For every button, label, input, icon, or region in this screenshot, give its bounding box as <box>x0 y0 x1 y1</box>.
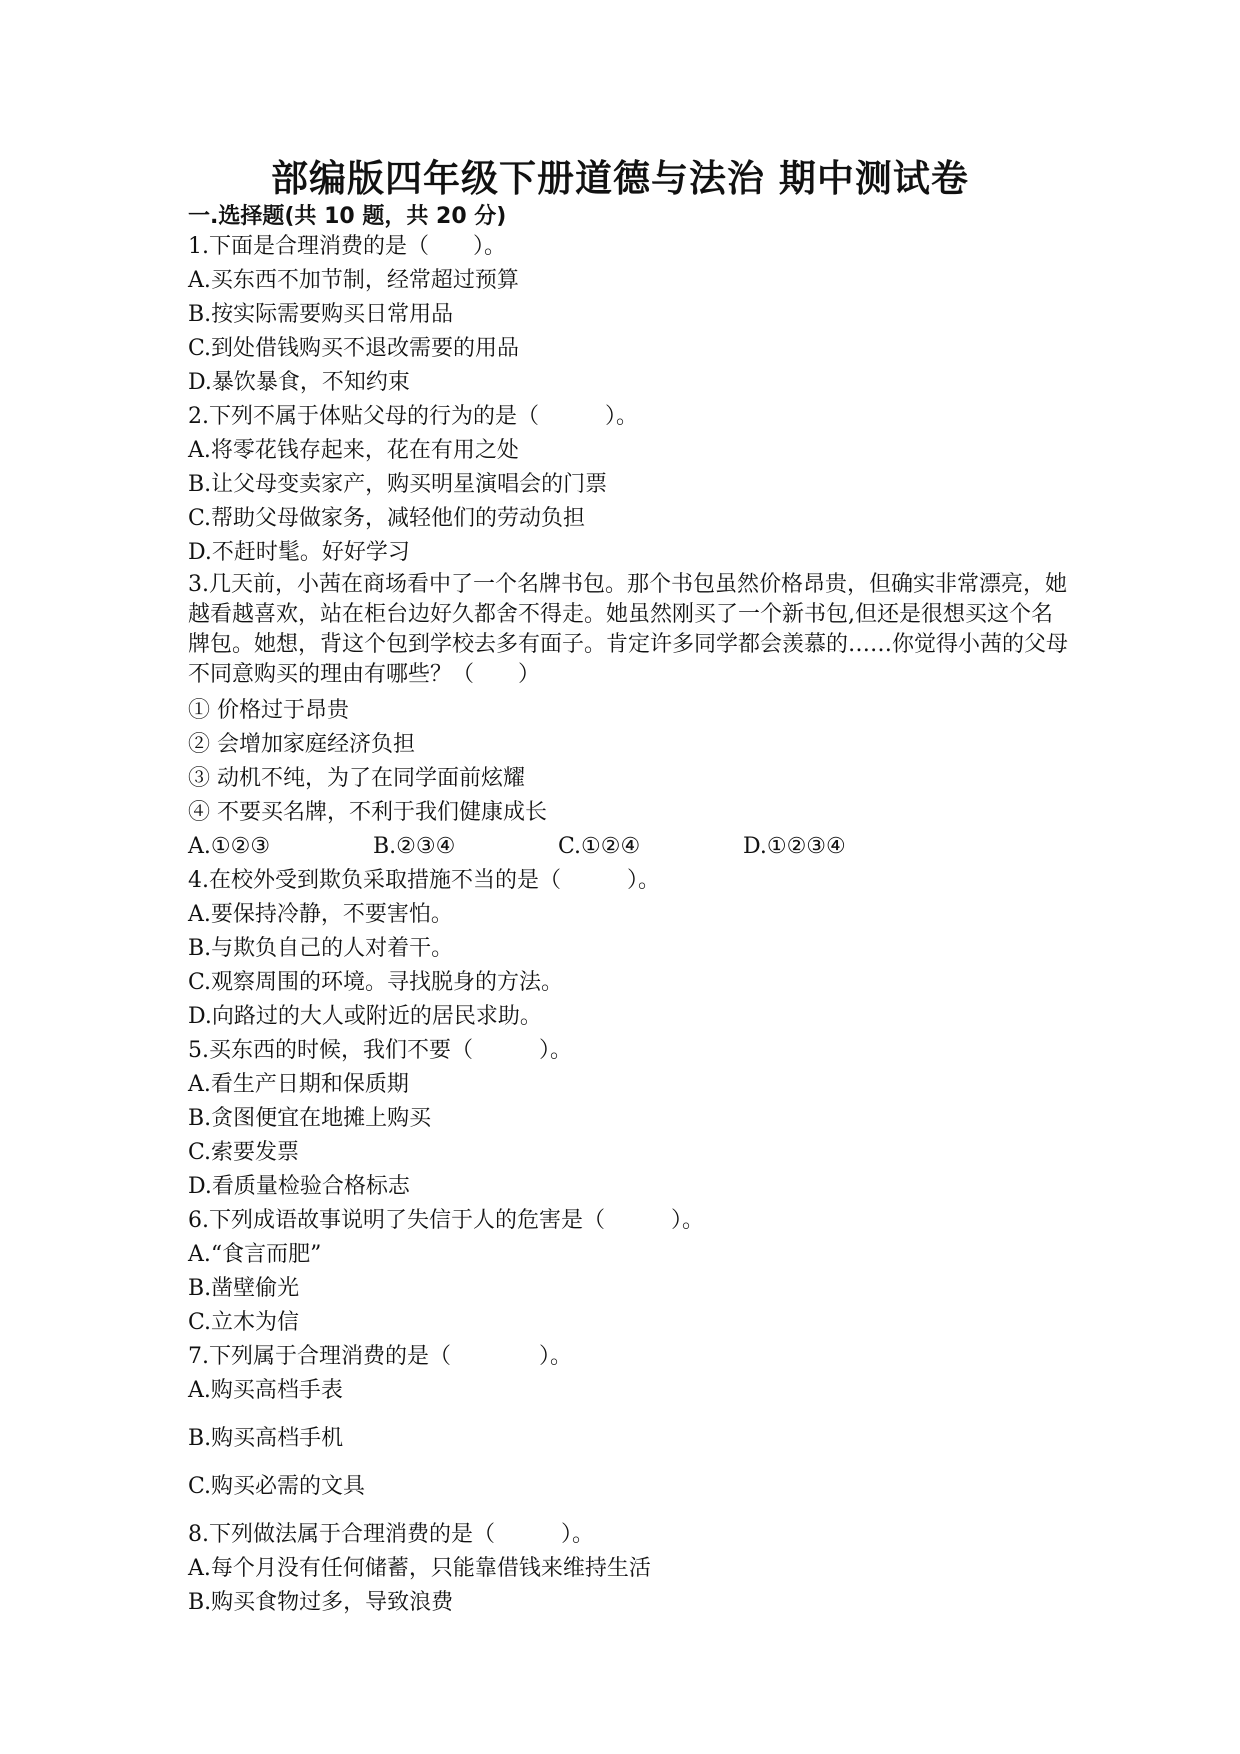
question-1-option-d: D.暴饮暴食，不知约束 <box>188 370 410 395</box>
question-3-option-b: B.②③④ <box>373 834 456 859</box>
question-4-option-a: A.要保持冷静，不要害怕。 <box>188 902 453 927</box>
question-5-option-a: A.看生产日期和保质期 <box>188 1072 409 1097</box>
question-3-option-c: C.①②④ <box>558 834 641 859</box>
question-2-option-a: A.将零花钱存起来，花在有用之处 <box>188 438 519 463</box>
question-8-stem: 8.下列做法属于合理消费的是（ ）。 <box>188 1522 594 1547</box>
question-6-option-a: A.“食言而肥” <box>188 1242 322 1267</box>
question-7-option-c: C.购买必需的文具 <box>188 1474 366 1499</box>
question-7-stem: 7.下列属于合理消费的是（ ）。 <box>188 1344 572 1369</box>
question-3-stem: 3.几天前，小茜在商场看中了一个名牌书包。那个书包虽然价格昂贵，但确实非常漂亮，她越看越喜欢，站在柜台边好久都舍不得走。她虽然刚买了一个新书包,但还是很想买这个名牌包。她想，背这个包到学校去多有面子。肯定许多同学都会羡慕的……你觉得小茜的父母不同意购买的理由有哪些？（ ） <box>188 572 1069 687</box>
question-4-option-c: C.观察周围的环境。寻找脱身的方法。 <box>188 970 564 995</box>
question-3-item-1: ① 价格过于昂贵 <box>188 698 349 723</box>
question-6-option-b: B.凿壁偷光 <box>188 1276 300 1301</box>
question-4-option-d: D.向路过的大人或附近的居民求助。 <box>188 1004 542 1029</box>
questions <box>188 230 1068 1620</box>
question-3-item-2: ② 会增加家庭经济负担 <box>188 732 415 757</box>
page-title: 部编版四年级下册道德与法治 期中测试卷 <box>271 157 969 200</box>
question-1-option-b: B.按实际需要购买日常用品 <box>188 302 454 327</box>
question-3-item-4: ④ 不要买名牌，不利于我们健康成长 <box>188 800 547 825</box>
question-8-option-a: A.每个月没有任何储蓄，只能靠借钱来维持生活 <box>188 1556 651 1581</box>
question-3-item-3: ③ 动机不纯，为了在同学面前炫耀 <box>188 766 525 791</box>
question-1-option-c: C.到处借钱购买不退改需要的用品 <box>188 336 520 361</box>
question-2-stem: 2.下列不属于体贴父母的行为的是（ ）。 <box>188 404 638 429</box>
question-5-option-c: C.索要发票 <box>188 1140 300 1165</box>
question-2-option-d: D.不赶时髦。好好学习 <box>188 540 410 565</box>
question-2-option-c: C.帮助父母做家务，减轻他们的劳动负担 <box>188 506 586 531</box>
question-1-option-a: A.买东西不加节制，经常超过预算 <box>188 268 519 293</box>
question-6-option-c: C.立木为信 <box>188 1310 300 1335</box>
section-heading: 一.选择题(共 10 题，共 20 分) <box>188 204 507 229</box>
question-8-option-b: B.购买食物过多，导致浪费 <box>188 1590 454 1615</box>
question-7-option-b: B.购买高档手机 <box>188 1426 344 1451</box>
question-1-stem: 1.下面是合理消费的是（ ）。 <box>188 234 506 259</box>
question-4-option-b: B.与欺负自己的人对着干。 <box>188 936 454 961</box>
question-2-option-b: B.让父母变卖家产，购买明星演唱会的门票 <box>188 472 608 497</box>
question-5-option-b: B.贪图便宜在地摊上购买 <box>188 1106 432 1131</box>
question-5-option-d: D.看质量检验合格标志 <box>188 1174 410 1199</box>
question-4-stem: 4.在校外受到欺负采取措施不当的是（ ）。 <box>188 868 660 893</box>
question-3-option-d: D.①②③④ <box>743 834 846 859</box>
spacer <box>188 1408 1068 1422</box>
question-3-option-a: A.①②③ <box>188 834 271 859</box>
spacer <box>188 1504 1068 1518</box>
question-3-options <box>188 830 1068 864</box>
spacer <box>188 1456 1068 1470</box>
question-7-option-a: A.购买高档手表 <box>188 1378 343 1403</box>
question-5-stem: 5.买东西的时候，我们不要（ ）。 <box>188 1038 572 1063</box>
question-6-stem: 6.下列成语故事说明了失信于人的危害是（ ）。 <box>188 1208 704 1233</box>
